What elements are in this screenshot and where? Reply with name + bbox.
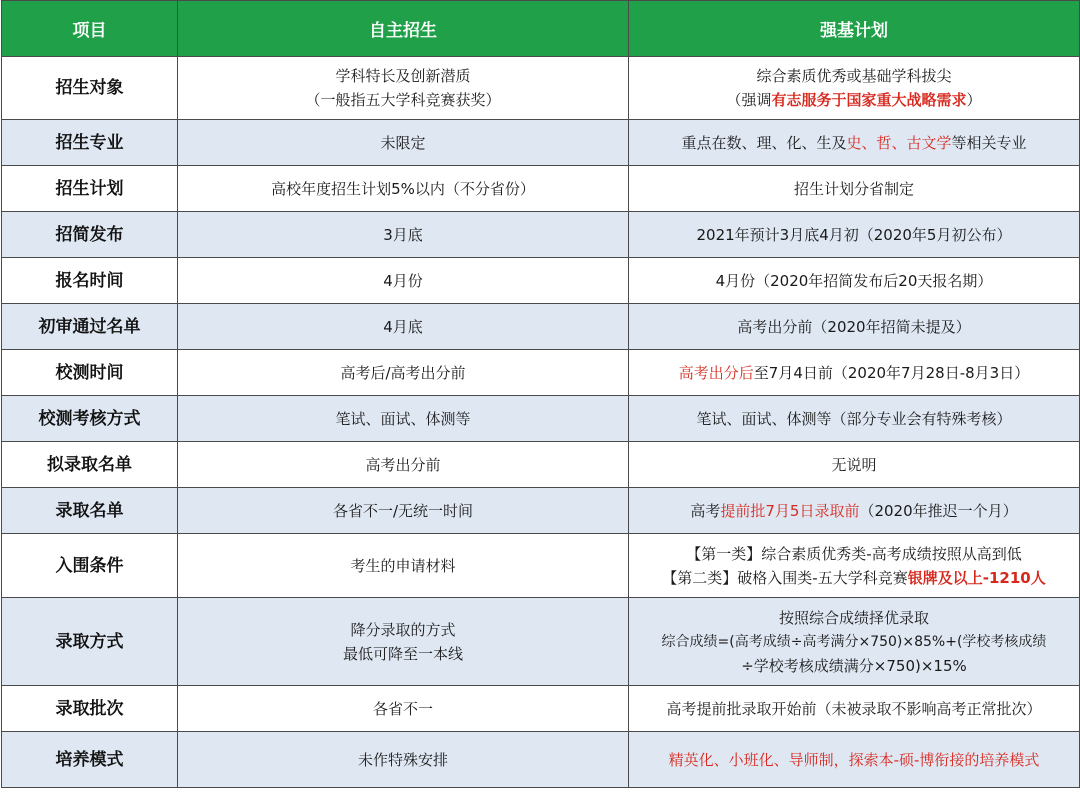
header-independent-enrollment: 自主招生 — [178, 1, 629, 57]
highlight-text: 提前批7月5日录取前 — [720, 501, 860, 520]
row-label: 培养模式 — [2, 732, 178, 788]
cell-line: 【第一类】综合素质优秀类-高考成绩按照从高到低 — [686, 544, 1022, 563]
header-strong-base-plan: 强基计划 — [629, 1, 1080, 57]
table-row — [2, 442, 1080, 488]
cell-independent: 4月份 — [178, 258, 629, 304]
cell-line: 降分录取的方式 — [350, 620, 456, 639]
cell-text: （强调 — [726, 91, 772, 109]
cell-strong-base — [629, 57, 1080, 120]
cell-strong-base — [629, 120, 1080, 166]
cell-text: 高考 — [690, 501, 721, 520]
table-row — [2, 258, 1080, 304]
cell-text: ） — [966, 91, 982, 109]
cell-independent — [178, 57, 629, 120]
row-label: 拟录取名单 — [2, 442, 178, 488]
cell-strong-base — [629, 598, 1080, 686]
cell-line: 最低可降至一本线 — [342, 644, 463, 663]
cell-line — [633, 566, 1075, 590]
row-label: 校测考核方式 — [2, 396, 178, 442]
cell-line: （一般指五大学科竞赛获奖） — [305, 91, 501, 109]
row-label: 录取批次 — [2, 686, 178, 732]
table-row — [2, 166, 1080, 212]
cell-independent: 4月底 — [178, 304, 629, 350]
row-label: 报名时间 — [2, 258, 178, 304]
cell-independent: 高考后/高考出分前 — [178, 350, 629, 396]
table-row — [2, 686, 1080, 732]
cell-independent: 高考出分前 — [178, 442, 629, 488]
cell-independent: 高校年度招生计划5%以内（不分省份） — [178, 166, 629, 212]
row-label: 录取方式 — [2, 598, 178, 686]
cell-strong-base: 无说明 — [629, 442, 1080, 488]
cell-text: 【第二类】破格入围类-五大学科竞赛 — [662, 568, 908, 587]
row-label: 招生计划 — [2, 166, 178, 212]
cell-strong-base: 高考出分前（2020年招简未提及） — [629, 304, 1080, 350]
cell-strong-base — [629, 534, 1080, 598]
table-row — [2, 350, 1080, 396]
table-row — [2, 304, 1080, 350]
table-row — [2, 488, 1080, 534]
row-label: 招简发布 — [2, 212, 178, 258]
cell-independent: 各省不一 — [178, 686, 629, 732]
cell-independent: 3月底 — [178, 212, 629, 258]
table-row — [2, 212, 1080, 258]
table-row — [2, 57, 1080, 120]
cell-line: 学科特长及创新潜质 — [335, 67, 471, 85]
row-label: 录取名单 — [2, 488, 178, 534]
cell-independent: 考生的申请材料 — [178, 534, 629, 598]
header-item: 项目 — [2, 1, 178, 57]
table-row — [2, 732, 1080, 788]
cell-strong-base — [629, 350, 1080, 396]
table-row — [2, 396, 1080, 442]
cell-independent: 未作特殊安排 — [178, 732, 629, 788]
row-label: 招生专业 — [2, 120, 178, 166]
cell-text: （2020年推迟一个月） — [859, 501, 1018, 520]
cell-line: 按照综合成绩择优录取 — [778, 608, 929, 627]
cell-line — [633, 88, 1075, 112]
row-label: 入围条件 — [2, 534, 178, 598]
cell-text: 至7月4日前（2020年7月28日-8月3日） — [753, 363, 1030, 382]
table-header-row — [2, 1, 1080, 57]
table-row — [2, 120, 1080, 166]
row-label: 校测时间 — [2, 350, 178, 396]
highlight-text: 有志服务于国家重大战略需求 — [771, 91, 967, 109]
cell-strong-base — [629, 488, 1080, 534]
row-label: 招生对象 — [2, 57, 178, 120]
cell-text: 等相关专业 — [951, 133, 1027, 152]
cell-strong-base: 高考提前批录取开始前（未被录取不影响高考正常批次） — [629, 686, 1080, 732]
cell-strong-base: 笔试、面试、体测等（部分专业会有特殊考核） — [629, 396, 1080, 442]
cell-line: ÷学校考核成绩满分×750)×15% — [741, 656, 967, 675]
cell-independent: 各省不一/无统一时间 — [178, 488, 629, 534]
cell-strong-base: 2021年预计3月底4月初（2020年5月初公布） — [629, 212, 1080, 258]
cell-strong-base: 精英化、小班化、导师制，探索本-硕-博衔接的培养模式 — [629, 732, 1080, 788]
table-row — [2, 598, 1080, 686]
row-label: 初审通过名单 — [2, 304, 178, 350]
cell-text: 重点在数、理、化、生及 — [681, 133, 847, 152]
highlight-text: 银牌及以上-1210人 — [907, 568, 1046, 587]
comparison-table — [1, 0, 1080, 788]
table-row — [2, 534, 1080, 598]
cell-strong-base: 招生计划分省制定 — [629, 166, 1080, 212]
cell-line: 综合素质优秀或基础学科拔尖 — [756, 67, 952, 85]
highlight-text: 史、哲、古文学 — [846, 133, 952, 152]
highlight-text: 高考出分后 — [678, 363, 754, 382]
cell-independent: 笔试、面试、体测等 — [178, 396, 629, 442]
cell-independent: 未限定 — [178, 120, 629, 166]
cell-strong-base: 4月份（2020年招简发布后20天报名期） — [629, 258, 1080, 304]
cell-independent — [178, 598, 629, 686]
cell-line: 综合成绩=(高考成绩÷高考满分×750)×85%+(学校考核成绩 — [661, 633, 1047, 650]
